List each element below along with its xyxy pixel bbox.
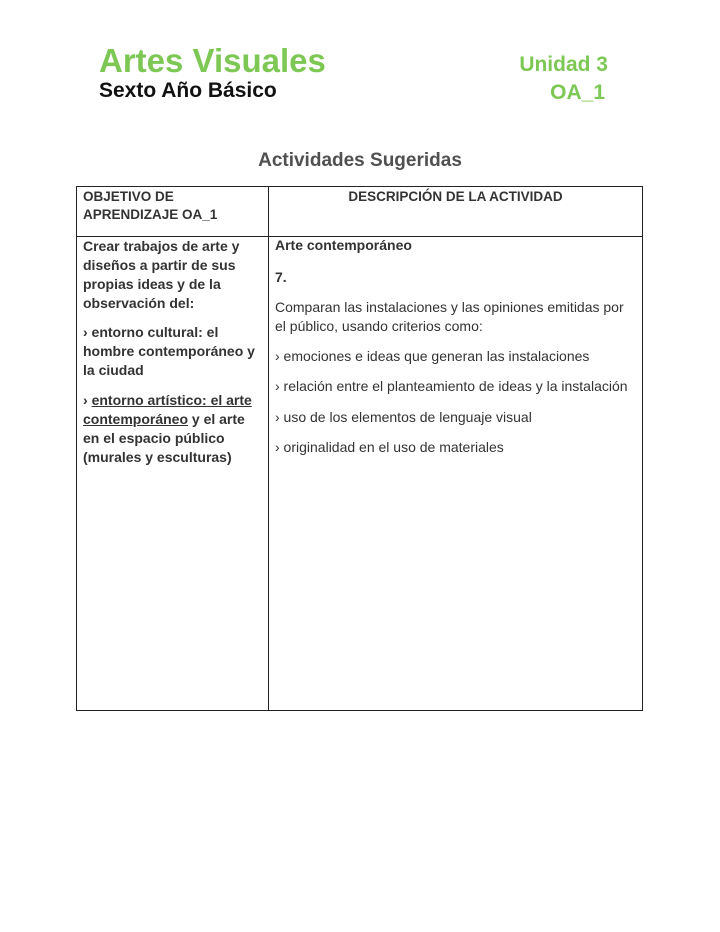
objective-line: Crear trabajos de arte y	[83, 238, 240, 254]
objective-item2-line	[83, 391, 252, 410]
objective-item1-line: › entorno cultural: el	[83, 324, 219, 340]
text: y el arte	[188, 411, 245, 427]
bullet: ›	[83, 392, 92, 408]
objective-line: diseños a partir de sus	[83, 257, 236, 273]
col1-header-line2: APRENDIZAJE OA_1	[83, 207, 218, 222]
criteria-item: › relación entre el planteamiento de ideas y la instalación	[275, 378, 628, 394]
objective-item2-line	[83, 410, 245, 429]
activity-description: Comparan las instalaciones y las opiniones emitidas por	[275, 299, 624, 315]
subject-title: Artes Visuales	[99, 42, 326, 79]
activity-number: 7.	[275, 269, 287, 285]
underlined-text: entorno artístico: el arte	[91, 392, 252, 408]
objective-item2-line: en el espacio público	[83, 430, 225, 446]
col1-header-line1: OBJETIVO DE	[83, 189, 174, 204]
col2-header: DESCRIPCIÓN DE LA ACTIVIDAD	[348, 189, 563, 204]
objective-item1-line: hombre contemporáneo y	[83, 343, 255, 359]
objective-line: propias ideas y de la	[83, 276, 221, 292]
underlined-text: contemporáneo	[83, 411, 189, 427]
objective-line: observación del:	[83, 295, 195, 311]
grade-subtitle: Sexto Año Básico	[99, 79, 277, 102]
objective-item2-line: (murales y esculturas)	[83, 449, 232, 465]
column-divider	[268, 187, 269, 710]
criteria-item: › emociones e ideas que generan las instalaciones	[275, 348, 590, 364]
objective-item1-line: la ciudad	[83, 362, 144, 378]
criteria-item: › uso de los elementos de lenguaje visual	[275, 409, 532, 425]
oa-label: OA_1	[550, 81, 605, 104]
section-title: Actividades Sugeridas	[258, 150, 462, 171]
activity-description: el público, usando criterios como:	[275, 318, 483, 334]
unit-label: Unidad 3	[519, 53, 608, 76]
criteria-item: › originalidad en el uso de materiales	[275, 439, 504, 455]
activity-heading: Arte contemporáneo	[275, 237, 412, 253]
